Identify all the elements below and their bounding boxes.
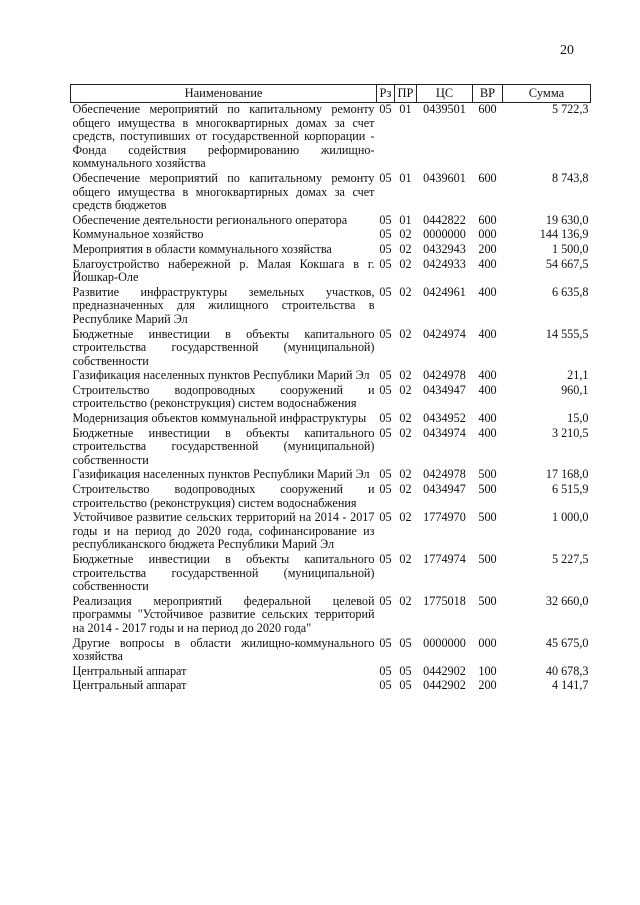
row-rz: 05 — [379, 227, 392, 242]
row-pr: 02 — [399, 382, 412, 397]
row-name: Развитие инфраструктуры земельных участков, предназначенных для жилищного строительства в Республике Марий Эл — [72, 284, 375, 326]
row-cs: 1774970 — [423, 510, 466, 525]
row-sum: 40 678,3 — [545, 663, 589, 678]
row-cs: 0442822 — [423, 212, 466, 227]
header-vr: ВР — [473, 85, 503, 103]
row-vr: 500 — [478, 593, 497, 608]
row-cs: 0432943 — [423, 241, 466, 256]
row-pr: 05 — [399, 663, 412, 678]
row-pr: 02 — [399, 425, 412, 440]
row-sum: 3 210,5 — [551, 425, 589, 440]
row-rz: 05 — [379, 102, 392, 116]
row-rz: 05 — [379, 593, 392, 608]
table-row — [71, 665, 591, 680]
table-row — [71, 483, 591, 511]
row-sum: 19 630,0 — [545, 212, 589, 227]
row-cs: 1775018 — [423, 593, 466, 608]
row-name: Строительство водопроводных сооружений и строительство (реконструкция) систем водоснабжения — [72, 382, 375, 411]
row-sum: 960,1 — [561, 382, 589, 397]
table-row — [71, 412, 591, 427]
table-row — [71, 384, 591, 412]
row-name: Бюджетные инвестиции в объекты капитального строительства государственной (муниципальной) собственности — [72, 552, 375, 594]
row-rz: 05 — [379, 552, 392, 566]
row-name: Мероприятия в области коммунального хозяйства — [72, 241, 332, 256]
row-vr: 500 — [478, 510, 497, 525]
row-pr: 05 — [399, 635, 412, 650]
table-row — [71, 328, 591, 370]
row-vr: 400 — [478, 368, 497, 383]
row-name: Модернизация объектов коммунальной инфраструктуры — [72, 411, 367, 426]
row-pr: 02 — [399, 482, 412, 497]
row-rz: 05 — [379, 284, 392, 299]
row-vr: 400 — [478, 326, 497, 341]
table-row — [71, 286, 591, 328]
row-vr: 200 — [478, 241, 497, 256]
row-name: Коммунальное хозяйство — [72, 227, 204, 242]
table-row — [71, 468, 591, 483]
table-row — [71, 103, 591, 172]
row-vr: 200 — [478, 678, 497, 693]
row-cs: 0424978 — [423, 368, 466, 383]
table-row — [71, 427, 591, 469]
table-row — [71, 228, 591, 243]
row-name: Бюджетные инвестиции в объекты капитального строительства государственной (муниципальной) собственности — [72, 425, 375, 467]
header-name: Наименование — [71, 85, 377, 103]
row-name: Другие вопросы в области жилищно-коммунального хозяйства — [72, 635, 375, 664]
row-vr: 400 — [478, 425, 497, 440]
table-row — [71, 214, 591, 229]
row-sum: 1 000,0 — [551, 510, 589, 525]
row-sum: 15,0 — [567, 411, 589, 426]
row-pr: 02 — [399, 326, 412, 341]
row-vr: 000 — [478, 635, 497, 650]
row-name: Благоустройство набережной р. Малая Кокшага в г. Йошкар-Оле — [72, 256, 375, 285]
table-row — [71, 243, 591, 258]
row-rz: 05 — [379, 212, 392, 227]
budget-table — [70, 84, 591, 694]
row-cs: 0424974 — [423, 326, 466, 341]
row-cs: 0434947 — [423, 482, 466, 497]
row-pr: 02 — [399, 552, 412, 566]
row-sum: 45 675,0 — [545, 635, 589, 650]
row-pr: 05 — [399, 678, 412, 693]
row-sum: 6 635,8 — [551, 284, 589, 299]
table-header-row — [71, 85, 591, 103]
page-number: 20 — [560, 43, 574, 58]
row-sum: 17 168,0 — [545, 467, 589, 482]
row-name: Устойчивое развитие сельских территорий на 2014 - 2017 годы и на период до 2020 года, софинансирование из республиканского бюджета Республики Марий Эл — [72, 510, 375, 552]
row-sum: 5 227,5 — [551, 552, 589, 566]
table-row — [71, 595, 591, 637]
row-name: Центральный аппарат — [72, 678, 187, 693]
row-cs: 0439601 — [423, 170, 466, 185]
row-vr: 600 — [478, 170, 497, 185]
row-cs: 0424961 — [423, 284, 466, 299]
row-pr: 02 — [399, 467, 412, 482]
row-name: Обеспечение деятельности регионального оператора — [72, 212, 348, 227]
table-row — [71, 258, 591, 286]
row-cs: 0424978 — [423, 467, 466, 482]
row-rz: 05 — [379, 678, 392, 693]
row-sum: 54 667,5 — [545, 256, 589, 271]
row-sum: 5 722,3 — [551, 102, 589, 116]
row-sum: 32 660,0 — [545, 593, 589, 608]
row-rz: 05 — [379, 411, 392, 426]
row-sum: 6 515,9 — [551, 482, 589, 497]
row-vr: 400 — [478, 382, 497, 397]
row-sum: 4 141,7 — [551, 678, 589, 693]
row-vr: 500 — [478, 552, 497, 566]
header-pr: ПР — [395, 85, 417, 103]
row-vr: 400 — [478, 256, 497, 271]
row-pr: 02 — [399, 256, 412, 271]
row-name: Реализация мероприятий федеральной целевой программы "Устойчивое развитие сельских территорий на 2014 - 2017 годы и на период до 2020 года" — [72, 593, 375, 635]
row-rz: 05 — [379, 635, 392, 650]
row-sum: 21,1 — [567, 368, 589, 383]
table-row — [71, 679, 591, 694]
row-rz: 05 — [379, 241, 392, 256]
row-rz: 05 — [379, 482, 392, 497]
row-name: Строительство водопроводных сооружений и строительство (реконструкция) систем водоснабжения — [72, 482, 375, 510]
row-cs: 0434952 — [423, 411, 466, 426]
header-sum: Сумма — [503, 85, 591, 103]
row-rz: 05 — [379, 382, 392, 397]
row-sum: 1 500,0 — [551, 241, 589, 256]
row-pr: 01 — [399, 170, 412, 185]
row-cs: 0439501 — [423, 102, 466, 116]
row-name: Газификация населенных пунктов Республики Марий Эл — [72, 368, 370, 383]
row-vr: 000 — [478, 227, 497, 242]
row-pr: 02 — [399, 227, 412, 242]
row-pr: 02 — [399, 510, 412, 525]
row-rz: 05 — [379, 663, 392, 678]
row-pr: 02 — [399, 241, 412, 256]
row-pr: 02 — [399, 593, 412, 608]
header-cs: ЦС — [417, 85, 473, 103]
row-pr: 02 — [399, 284, 412, 299]
table-row — [71, 369, 591, 384]
row-name: Газификация населенных пунктов Республики Марий Эл — [72, 467, 370, 482]
row-sum: 144 136,9 — [539, 227, 589, 242]
row-name: Обеспечение мероприятий по капитальному ремонту общего имущества в многоквартирных домах за счет средств бюджетов — [72, 170, 375, 213]
table-row — [71, 172, 591, 214]
row-cs: 0442902 — [423, 678, 466, 693]
row-vr: 600 — [478, 212, 497, 227]
row-cs: 0424933 — [423, 256, 466, 271]
row-cs: 1774974 — [423, 552, 466, 566]
row-vr: 600 — [478, 102, 497, 116]
row-vr: 400 — [478, 284, 497, 299]
row-rz: 05 — [379, 256, 392, 271]
row-pr: 01 — [399, 212, 412, 227]
table-row — [71, 511, 591, 553]
row-sum: 14 555,5 — [545, 326, 589, 341]
row-cs: 0442902 — [423, 663, 466, 678]
row-rz: 05 — [379, 326, 392, 341]
row-pr: 02 — [399, 368, 412, 383]
table-body — [71, 103, 591, 694]
row-rz: 05 — [379, 368, 392, 383]
row-pr: 02 — [399, 411, 412, 426]
row-rz: 05 — [379, 425, 392, 440]
table-row — [71, 637, 591, 665]
row-rz: 05 — [379, 467, 392, 482]
row-cs: 0434947 — [423, 382, 466, 397]
row-rz: 05 — [379, 510, 392, 525]
row-vr: 500 — [478, 482, 497, 497]
row-cs: 0000000 — [423, 635, 466, 650]
row-rz: 05 — [379, 170, 392, 185]
row-cs: 0434974 — [423, 425, 466, 440]
row-sum: 8 743,8 — [551, 170, 589, 185]
row-pr: 01 — [399, 102, 412, 116]
row-name: Обеспечение мероприятий по капитальному ремонту общего имущества в многоквартирных домах за счет средств, поступивших от государственной корпорации - Фонда содействия реформированию жилищно-коммунального хозяйства — [72, 102, 375, 171]
row-vr: 500 — [478, 467, 497, 482]
table-row — [71, 553, 591, 595]
row-name: Бюджетные инвестиции в объекты капитального строительства государственной (муниципальной) собственности — [72, 326, 375, 368]
header-rz: Рз — [377, 85, 395, 103]
row-vr: 100 — [478, 663, 497, 678]
row-name: Центральный аппарат — [72, 663, 187, 678]
row-vr: 400 — [478, 411, 497, 426]
row-cs: 0000000 — [423, 227, 466, 242]
